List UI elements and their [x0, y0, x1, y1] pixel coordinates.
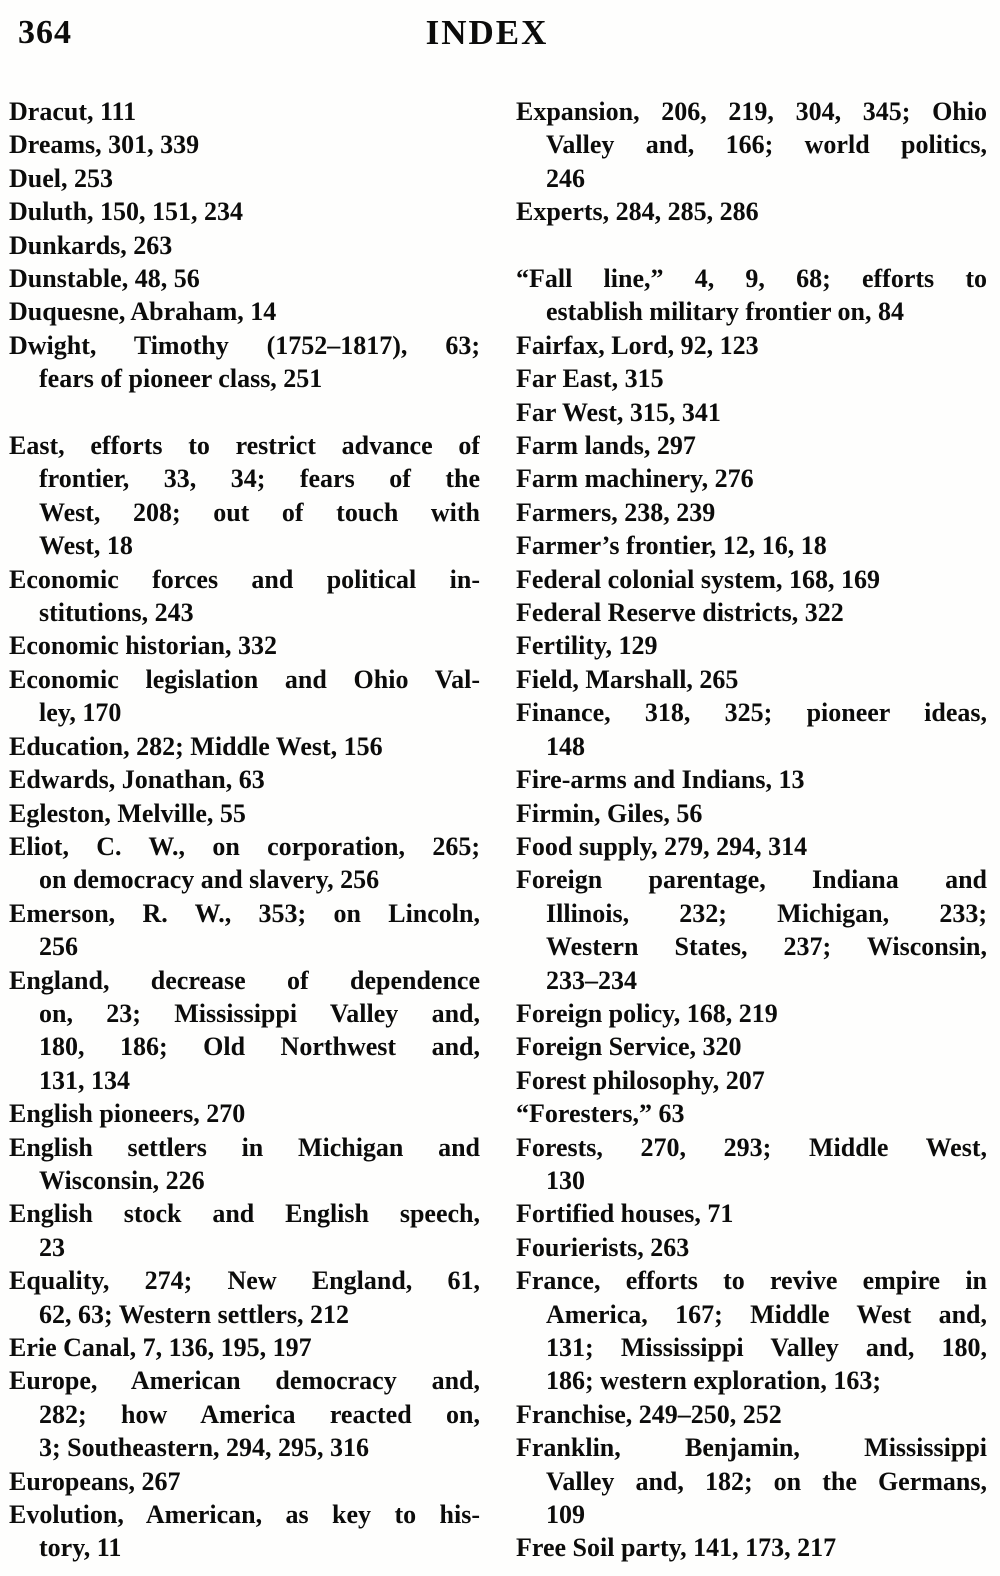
index-entry — [516, 529, 987, 562]
index-line: West, 18 — [39, 531, 133, 561]
index-line: Equality, 274; New England, 61, — [9, 1266, 480, 1296]
index-entry — [9, 229, 480, 262]
index-line: Dwight, Timothy (1752–1817), 63; — [9, 330, 480, 360]
index-column-right — [516, 95, 987, 1565]
index-line: Fourierists, 263 — [516, 1232, 690, 1262]
index-line: frontier, 33, 34; fears of the — [39, 464, 480, 494]
index-line: Far West, 315, 341 — [516, 397, 721, 427]
index-line: Fire-arms and Indians, 13 — [516, 765, 805, 795]
index-line: Dunkards, 263 — [9, 230, 173, 260]
index-entry — [9, 262, 480, 295]
index-line: 62, 63; Western settlers, 212 — [39, 1299, 350, 1329]
index-line: Valley and, 182; on the Germans, — [546, 1466, 987, 1496]
index-entry — [516, 1531, 987, 1564]
index-entry — [516, 262, 987, 329]
index-line: Fortified houses, 71 — [516, 1199, 734, 1229]
index-line: 3; Southeastern, 294, 295, 316 — [39, 1433, 370, 1463]
index-entry — [9, 763, 480, 796]
index-line: fears of pioneer class, 251 — [39, 364, 323, 394]
index-entry — [9, 1331, 480, 1364]
index-entry — [9, 295, 480, 328]
index-entry — [9, 128, 480, 161]
index-line: “Foresters,” 63 — [516, 1099, 685, 1129]
index-line: Economic legislation and Ohio Val- — [9, 664, 480, 694]
index-entry — [516, 1030, 987, 1063]
index-entry — [516, 429, 987, 462]
index-entry — [9, 1097, 480, 1130]
index-line: 180, 186; Old Northwest and, — [39, 1032, 480, 1062]
index-entry — [9, 1264, 480, 1331]
index-line: “Fall line,” 4, 9, 68; efforts to — [516, 264, 987, 294]
index-line: Emerson, R. W., 353; on Lincoln, — [9, 898, 480, 928]
page-number: 364 — [18, 14, 72, 51]
index-line: Dunstable, 48, 56 — [9, 264, 200, 294]
index-entry — [516, 195, 987, 228]
index-line: tory, 11 — [39, 1533, 122, 1563]
index-line: East, efforts to restrict advance of — [9, 431, 480, 461]
index-line: Education, 282; Middle West, 156 — [9, 731, 383, 761]
index-entry — [9, 1197, 480, 1264]
index-line: 186; western exploration, 163; — [546, 1366, 882, 1396]
index-line: stitutions, 243 — [39, 598, 194, 628]
index-line: Experts, 284, 285, 286 — [516, 197, 759, 227]
index-entry — [9, 830, 480, 897]
index-line: Western States, 237; Wisconsin, — [546, 932, 987, 962]
index-line: English settlers in Michigan and — [9, 1132, 480, 1162]
index-line: Franklin, Benjamin, Mississippi — [516, 1433, 987, 1463]
index-line: on democracy and slavery, 256 — [39, 865, 380, 895]
index-line: Federal colonial system, 168, 169 — [516, 564, 880, 594]
page-title: INDEX — [425, 13, 549, 52]
index-entry — [9, 663, 480, 730]
index-line: Dracut, 111 — [9, 97, 137, 126]
index-entry — [516, 496, 987, 529]
index-line: Foreign policy, 168, 219 — [516, 998, 778, 1028]
index-line: establish military frontier on, 84 — [546, 297, 904, 327]
index-entry — [9, 1131, 480, 1198]
index-line: Wisconsin, 226 — [39, 1165, 205, 1195]
index-entry — [516, 663, 987, 696]
index-entry — [516, 997, 987, 1030]
index-line: Evolution, American, as key to his- — [9, 1500, 480, 1530]
index-line: 148 — [546, 731, 585, 761]
index-line: Far East, 315 — [516, 364, 664, 394]
index-line: Europe, American democracy and, — [9, 1366, 480, 1396]
index-line: 23 — [39, 1232, 65, 1262]
index-line: 131, 134 — [39, 1065, 130, 1095]
index-line: Farmer’s frontier, 12, 16, 18 — [516, 531, 827, 561]
index-line: Illinois, 232; Michigan, 233; — [546, 898, 987, 928]
index-line: Farm machinery, 276 — [516, 464, 754, 494]
index-line: France, efforts to revive empire in — [516, 1266, 987, 1296]
index-line: English stock and English speech, — [9, 1199, 480, 1229]
index-line: Expansion, 206, 219, 304, 345; Ohio — [516, 97, 987, 126]
index-line: Farmers, 238, 239 — [516, 497, 716, 527]
index-entry — [516, 362, 987, 395]
index-line: Erie Canal, 7, 136, 195, 197 — [9, 1333, 312, 1363]
index-entry — [9, 629, 480, 662]
index-line: 246 — [546, 163, 585, 193]
index-entry — [516, 1064, 987, 1097]
index-line: Valley and, 166; world politics, — [546, 130, 987, 160]
index-line: Economic historian, 332 — [9, 631, 277, 661]
index-entry — [516, 863, 987, 997]
index-line: Eliot, C. W., on corporation, 265; — [9, 831, 480, 861]
index-line: Europeans, 267 — [9, 1466, 181, 1496]
index-entry — [9, 95, 480, 128]
index-entry — [9, 1364, 480, 1464]
index-entry — [9, 797, 480, 830]
index-line: Duel, 253 — [9, 163, 113, 193]
index-line: Field, Marshall, 265 — [516, 664, 739, 694]
index-line: English pioneers, 270 — [9, 1099, 246, 1129]
index-line: Food supply, 279, 294, 314 — [516, 831, 808, 861]
index-line: Forest philosophy, 207 — [516, 1065, 765, 1095]
index-entry — [9, 563, 480, 630]
index-line: 282; how America reacted on, — [39, 1399, 480, 1429]
index-entry — [516, 462, 987, 495]
index-line: ley, 170 — [39, 698, 122, 728]
index-line: 109 — [546, 1500, 585, 1530]
index-entry — [516, 1398, 987, 1431]
index-entry — [516, 696, 987, 763]
index-entry — [9, 162, 480, 195]
index-line: 130 — [546, 1165, 585, 1195]
index-entry — [516, 1097, 987, 1130]
index-entry — [9, 1498, 480, 1565]
index-entry — [9, 195, 480, 228]
index-line: Finance, 318, 325; pioneer ideas, — [516, 698, 987, 728]
index-entry — [9, 730, 480, 763]
index-entry — [516, 95, 987, 195]
index-line: Franchise, 249–250, 252 — [516, 1399, 782, 1429]
index-entry — [516, 396, 987, 429]
index-line: America, 167; Middle West and, — [546, 1299, 987, 1329]
index-column-left — [9, 95, 480, 1565]
index-line: on, 23; Mississippi Valley and, — [39, 998, 480, 1028]
index-entry — [516, 329, 987, 362]
index-line: Farm lands, 297 — [516, 431, 696, 461]
index-line: Free Soil party, 141, 173, 217 — [516, 1533, 837, 1563]
index-line: England, decrease of dependence — [9, 965, 480, 995]
index-entry — [516, 1197, 987, 1230]
index-line: 233–234 — [546, 965, 637, 995]
index-line: 256 — [39, 932, 78, 962]
index-line: Fertility, 129 — [516, 631, 658, 661]
index-line: Economic forces and political in- — [9, 564, 480, 594]
index-entry — [9, 329, 480, 396]
index-entry — [516, 596, 987, 629]
index-entry — [9, 897, 480, 964]
index-line: Dreams, 301, 339 — [9, 130, 200, 160]
index-entry — [516, 629, 987, 662]
index-entry — [516, 830, 987, 863]
index-entry — [9, 429, 480, 563]
index-entry — [516, 1131, 987, 1198]
index-entry — [516, 1431, 987, 1531]
index-line: 131; Mississippi Valley and, 180, — [546, 1333, 987, 1363]
index-entry — [516, 797, 987, 830]
index-line: Duluth, 150, 151, 234 — [9, 197, 244, 227]
index-line: Edwards, Jonathan, 63 — [9, 765, 265, 795]
index-entry — [9, 964, 480, 1098]
index-line: Duquesne, Abraham, 14 — [9, 297, 277, 327]
index-line: Fairfax, Lord, 92, 123 — [516, 330, 759, 360]
index-entry — [516, 1264, 987, 1398]
index-line: West, 208; out of touch with — [39, 497, 480, 527]
index-line: Firmin, Giles, 56 — [516, 798, 703, 828]
index-entry — [516, 1231, 987, 1264]
index-line: Foreign Service, 320 — [516, 1032, 742, 1062]
index-line: Forests, 270, 293; Middle West, — [516, 1132, 987, 1162]
index-entry — [516, 763, 987, 796]
index-entry — [9, 1465, 480, 1498]
index-line: Foreign parentage, Indiana and — [516, 865, 987, 895]
index-line: Egleston, Melville, 55 — [9, 798, 246, 828]
index-entry — [516, 563, 987, 596]
index-line: Federal Reserve districts, 322 — [516, 598, 844, 628]
